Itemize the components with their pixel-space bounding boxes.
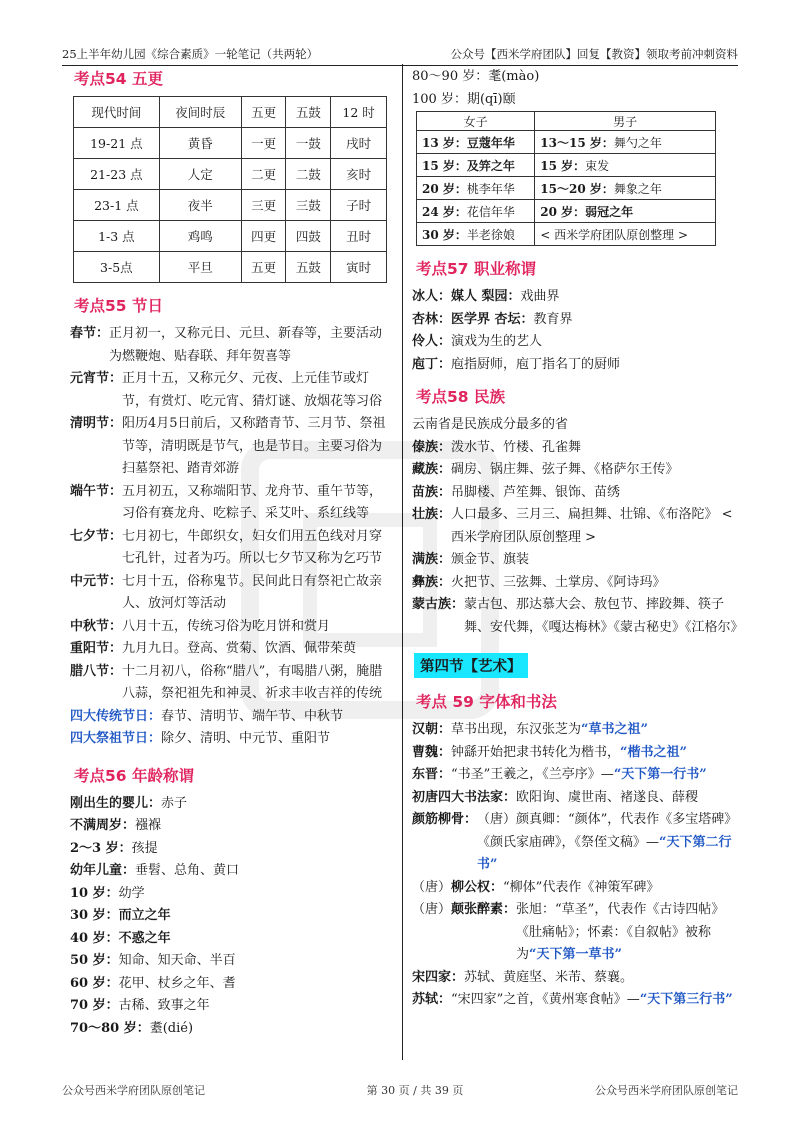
ct-label: 初唐四大书法家： xyxy=(412,789,517,805)
item-value: 泼水节、竹楼、孔雀舞 xyxy=(451,439,582,455)
female-cell xyxy=(417,223,535,246)
item-value-wrap xyxy=(451,459,737,482)
male-age: 15～20 岁： xyxy=(540,181,614,196)
male-title: 舞象之年 xyxy=(613,181,662,196)
page-number: 第 30 页 / 共 39 页 xyxy=(366,1084,464,1097)
item-value: 而立之年 xyxy=(118,908,171,923)
header-cell: 五鼓 xyxy=(286,97,331,128)
age-table-row xyxy=(417,177,716,200)
table-cell: 鸡鸣 xyxy=(159,221,241,252)
four-ancestor-label: 四大祭祖节日： xyxy=(70,731,162,746)
page-footer xyxy=(62,1082,738,1098)
header-cell: 12 时 xyxy=(331,97,387,128)
item-value-wrap xyxy=(122,413,390,481)
table-cell: 五鼓 xyxy=(286,252,331,283)
list-item xyxy=(412,331,737,354)
liu-gongquan xyxy=(412,877,737,900)
female-title: 豆蔻年华 xyxy=(466,135,515,150)
item-label: 10 岁： xyxy=(70,885,119,901)
age-80-90: 80～90 岁：耄(mào) xyxy=(412,69,540,84)
male-cell xyxy=(535,177,716,200)
dj-highlight: “天下第一行书” xyxy=(613,767,707,782)
item-label: 杏林： xyxy=(412,311,452,327)
list-item xyxy=(412,459,737,482)
item-value-wrap xyxy=(122,368,390,413)
item-value-wrap xyxy=(122,661,390,706)
header-cell: 五更 xyxy=(241,97,286,128)
list-item xyxy=(70,950,390,973)
han-highlight: “草书之祖” xyxy=(581,722,648,737)
item-value: 正月十五，又称元夕、元夜、上元佳节或灯节，有赏灯、吃元宵、猜灯谜、放烟花等习俗 xyxy=(122,371,383,409)
item-value-wrap xyxy=(451,309,737,332)
list-item xyxy=(412,504,737,549)
age-table-row xyxy=(417,131,716,154)
table-cell: 19-21 点 xyxy=(74,128,160,159)
list-item xyxy=(70,368,390,413)
list-item xyxy=(412,354,737,377)
age-header-cell: 男子 xyxy=(535,112,716,131)
list-item xyxy=(70,413,390,481)
table-cell: 23-1 点 xyxy=(74,190,160,221)
age-table-header xyxy=(417,112,716,131)
dian-zhang-zui-su xyxy=(412,899,737,967)
list-item xyxy=(70,661,390,706)
list-item xyxy=(412,482,737,505)
gender-age-table xyxy=(416,111,716,246)
item-label: 元宵节： xyxy=(70,371,123,386)
section-55-title: 考点55 节日 xyxy=(74,297,163,315)
item-value-wrap xyxy=(451,504,737,549)
item-value-wrap xyxy=(122,616,390,639)
table-cell: 平旦 xyxy=(159,252,241,283)
cao-highlight: “楷书之祖” xyxy=(620,744,687,760)
lg-label: 柳公权： xyxy=(451,879,504,895)
right-column xyxy=(412,66,744,1012)
female-cell xyxy=(417,131,535,154)
list-item xyxy=(412,594,744,639)
female-age: 30 岁： xyxy=(422,227,467,242)
item-value: 十二月初八，俗称“腊八”，有喝腊八粥，腌腊八蒜，祭祀祖先和神灵、祈求丰收吉祥的传统 xyxy=(122,663,383,701)
header-left: 25上半年幼儿园《综合素质》一轮笔记（共两轮） xyxy=(62,47,319,61)
item-value: 八月十五，传统习俗为吃月饼和赏月 xyxy=(122,618,331,634)
table-cell: 丑时 xyxy=(331,221,387,252)
age-header-cell: 女子 xyxy=(417,112,535,131)
item-value-wrap xyxy=(119,973,390,996)
festival-list xyxy=(70,323,390,706)
item-value-wrap xyxy=(451,437,737,460)
age-title-list xyxy=(70,793,390,1041)
female-age: 13 岁： xyxy=(422,135,467,150)
list-item xyxy=(70,815,390,838)
item-label: 重阳节： xyxy=(70,641,123,656)
item-value-wrap xyxy=(451,549,737,572)
table-cell: 1-3 点 xyxy=(74,221,160,252)
item-value: 庖指厨师，庖丁指名丁的厨师 xyxy=(451,356,621,372)
table-row xyxy=(74,221,387,252)
item-label: 中元节： xyxy=(70,573,123,589)
list-item xyxy=(70,860,390,883)
item-value: 火把节、三弦舞、土掌房、《阿诗玛》 xyxy=(451,574,666,590)
male-title: 弱冠之年 xyxy=(585,204,634,219)
lg-text: “柳体”代表作《神策军碑》 xyxy=(503,879,660,895)
list-item xyxy=(412,437,737,460)
four-ancestor-value: 除夕、清明、中元节、重阳节 xyxy=(161,731,331,746)
item-label: 清明节： xyxy=(70,416,123,431)
male-cell xyxy=(535,131,716,154)
table-cell: 夜半 xyxy=(159,190,241,221)
item-label: 满族： xyxy=(412,552,452,567)
female-cell xyxy=(417,200,535,223)
item-label: 2～3 岁： xyxy=(70,840,132,856)
profession-list xyxy=(412,286,737,376)
list-item xyxy=(70,481,390,526)
male-title: 束发 xyxy=(585,158,610,173)
ss-label: 苏轼： xyxy=(412,992,452,1007)
table-row xyxy=(74,159,387,190)
ethnic-intro: 云南省是民族成分最多的省 xyxy=(412,417,569,432)
item-value-wrap xyxy=(135,860,390,883)
page-header xyxy=(62,40,738,66)
item-value: 幼学 xyxy=(118,885,145,901)
dj-text: “书圣”王羲之，《兰亭序》— xyxy=(451,767,614,782)
table-cell: 三更 xyxy=(241,190,286,221)
item-label: 伶人： xyxy=(412,334,452,349)
list-item xyxy=(70,1018,390,1041)
item-label: 70～80 岁： xyxy=(70,1020,150,1036)
dz-label: 颠张醉素： xyxy=(451,902,517,917)
sj-label: 宋四家： xyxy=(412,969,465,985)
section-59-title: 考点 59 字体和书法 xyxy=(416,693,557,711)
item-extra-label: 媒人 梨园： xyxy=(451,289,521,304)
column-divider xyxy=(402,64,403,1060)
item-value-wrap xyxy=(132,838,390,861)
section-58-title: 考点58 民族 xyxy=(416,388,505,406)
item-value: 耋(dié) xyxy=(149,1020,194,1036)
female-title: 桃李年华 xyxy=(466,181,515,196)
item-value-wrap xyxy=(119,905,390,928)
table-cell: 寅时 xyxy=(331,252,387,283)
han-dynasty xyxy=(412,719,737,742)
item-value: 孩提 xyxy=(131,840,158,856)
table-cell: 四鼓 xyxy=(286,221,331,252)
male-age: 15 岁： xyxy=(540,158,586,173)
item-label: 冰人： xyxy=(412,289,452,304)
table-cell: 五更 xyxy=(241,252,286,283)
table-cell: 21-23 点 xyxy=(74,159,160,190)
female-cell xyxy=(417,177,535,200)
female-title: 半老徐娘 xyxy=(466,227,515,242)
table-cell: 子时 xyxy=(331,190,387,221)
item-value-wrap xyxy=(451,286,737,309)
section-57-title: 考点57 职业称谓 xyxy=(416,260,536,278)
list-item xyxy=(412,286,737,309)
list-item xyxy=(70,838,390,861)
item-label: 蒙古族： xyxy=(412,597,465,612)
footer-right: 公众号西米学府团队原创笔记 xyxy=(595,1084,738,1097)
calligraphy-list xyxy=(412,719,737,1012)
five-watch-table xyxy=(73,96,387,283)
han-label: 汉朝： xyxy=(412,722,452,737)
item-value-wrap xyxy=(122,571,390,616)
table-cell: 戌时 xyxy=(331,128,387,159)
item-value: 七月初七，牛郎织女，妇女们用五色线对月穿七孔针，过者为巧。所以七夕节又称为乞巧节 xyxy=(122,528,383,566)
item-value: 颁金节、旗装 xyxy=(451,552,530,567)
yan-jin-liu-gu xyxy=(412,809,737,877)
item-value: 正月初一，又称元日、元旦、新春等，主要活动为燃鞭炮、贴春联、拜年贺喜等 xyxy=(109,326,383,364)
item-value: 吊脚楼、芦笙舞、银饰、苗绣 xyxy=(451,484,621,500)
item-value: 人口最多、三月三、扁担舞、壮锦、《布洛陀》 < 西米学府团队原创整理 > xyxy=(451,507,733,545)
yj-highlight: “天下第二行书” xyxy=(477,834,732,872)
eastern-jin xyxy=(412,764,737,787)
item-extra-label: 医学界 杏坛： xyxy=(451,311,534,327)
item-value: 不惑之年 xyxy=(118,930,171,946)
lg-prefix: （唐） xyxy=(412,879,452,895)
dj-label: 东晋： xyxy=(412,767,452,782)
section-56-title: 考点56 年龄称谓 xyxy=(74,766,194,785)
male-cell xyxy=(535,200,716,223)
four-traditional-value: 春节、清明节、端午节、中秋节 xyxy=(161,708,344,724)
list-item xyxy=(70,616,390,639)
male-age: 20 岁： xyxy=(540,204,586,219)
item-label: 壮族： xyxy=(412,507,452,522)
item-value-wrap xyxy=(119,950,390,973)
table-cell: 一更 xyxy=(241,128,286,159)
list-item xyxy=(70,793,390,816)
item-value-wrap xyxy=(464,594,744,639)
table-cell: 三鼓 xyxy=(286,190,331,221)
item-value: 知命、知天命、半百 xyxy=(118,953,236,968)
ss-highlight: “天下第三行书” xyxy=(639,992,733,1007)
item-value-wrap xyxy=(122,526,390,571)
table-cell: 3-5点 xyxy=(74,252,160,283)
list-item xyxy=(70,526,390,571)
item-label: 30 岁： xyxy=(70,908,119,923)
header-cell: 夜间时辰 xyxy=(159,97,241,128)
item-value-wrap xyxy=(451,331,737,354)
list-item xyxy=(70,928,390,951)
item-label: 幼年儿童： xyxy=(70,863,136,878)
item-label: 端午节： xyxy=(70,483,123,499)
table-row xyxy=(74,252,387,283)
age-100: 100 岁：期(qī)颐 xyxy=(412,91,516,107)
female-age: 15 岁： xyxy=(422,158,467,173)
list-item xyxy=(70,973,390,996)
han-text: 草书出现，东汉张芝为 xyxy=(451,722,582,737)
table-row xyxy=(74,128,387,159)
song-four xyxy=(412,967,737,990)
item-label: 藏族： xyxy=(412,462,452,477)
item-label: 苗族： xyxy=(412,484,452,500)
list-item xyxy=(412,549,737,572)
item-label: 50 岁： xyxy=(70,953,119,968)
item-value: 垂髫、总角、黄口 xyxy=(135,863,240,878)
item-label: 40 岁： xyxy=(70,930,119,946)
dz-highlight: “天下第一草书” xyxy=(529,947,623,962)
item-label: 60 岁： xyxy=(70,975,119,991)
age-table-row xyxy=(417,223,716,246)
table-row xyxy=(74,190,387,221)
list-item xyxy=(70,323,390,368)
item-value: 七月十五，俗称鬼节。民间此日有祭祀亡故亲人、放河灯等活动 xyxy=(122,573,383,611)
item-extra-value: 教育界 xyxy=(533,311,573,327)
list-item xyxy=(412,309,737,332)
male-title: < 西米学府团队原创整理 > xyxy=(540,227,689,242)
female-title: 花信年华 xyxy=(466,204,515,219)
dz-prefix: （唐） xyxy=(412,902,452,917)
dz-text: 张旭：“草圣”，代表作《古诗四帖》《肚痛帖》；怀素：《自叙帖》被称为 xyxy=(516,902,725,962)
table-cell: 人定 xyxy=(159,159,241,190)
yj-text: （唐）颜真卿：“颜体”，代表作《多宝塔碑》《颜氏家庙碑》，《祭侄文稿》— xyxy=(477,812,731,850)
item-label: 中秋节： xyxy=(70,618,123,634)
table-cell: 亥时 xyxy=(331,159,387,190)
item-value-wrap xyxy=(109,323,390,368)
list-item xyxy=(412,572,737,595)
age-table-row xyxy=(417,200,716,223)
cao-label: 曹魏： xyxy=(412,744,452,760)
header-cell: 现代时间 xyxy=(74,97,160,128)
item-value-wrap xyxy=(135,815,390,838)
list-item xyxy=(70,883,390,906)
male-cell xyxy=(535,154,716,177)
early-tang-four xyxy=(412,787,737,810)
item-label: 不满周岁： xyxy=(70,818,136,833)
list-item xyxy=(70,638,390,661)
section-54-title: 考点54 五更 xyxy=(74,70,163,88)
item-value: 阳历4月5日前后，又称踏青节、三月节、祭祖节等，清明既是节气，也是节日。主要习俗为扫墓祭祀、踏青郊游 xyxy=(122,416,386,476)
female-age: 24 岁： xyxy=(422,204,467,219)
item-value: 五月初五，又称端阳节、龙舟节、重午节等，习俗有赛龙舟、吃粽子、采艾叶、系红线等 xyxy=(122,483,383,521)
male-cell xyxy=(535,223,716,246)
item-value: 古稀、致事之年 xyxy=(118,998,210,1013)
female-age: 20 岁： xyxy=(422,181,467,196)
yj-label: 颜筋柳骨： xyxy=(412,812,478,827)
cao-text: 钟繇开始把隶书转化为楷书， xyxy=(451,744,621,760)
item-label: 刚出生的婴儿： xyxy=(70,795,162,811)
item-label: 彝族： xyxy=(412,574,452,590)
item-label: 七夕节： xyxy=(70,528,123,544)
item-value: 赤子 xyxy=(161,795,188,811)
item-value-wrap xyxy=(122,481,390,526)
item-value-wrap xyxy=(119,995,390,1018)
table-cell: 二鼓 xyxy=(286,159,331,190)
item-label: 傣族： xyxy=(412,439,452,455)
item-value-wrap xyxy=(161,793,390,816)
female-cell xyxy=(417,154,535,177)
footer-left: 公众号西米学府团队原创笔记 xyxy=(62,1084,205,1097)
item-value-wrap xyxy=(119,883,390,906)
item-value-wrap xyxy=(119,928,390,951)
table-cell: 二更 xyxy=(241,159,286,190)
table-cell: 四更 xyxy=(241,221,286,252)
ethnic-list xyxy=(412,437,744,640)
item-value: 碉房、锅庄舞、弦子舞、《格萨尔王传》 xyxy=(451,462,679,477)
item-value-wrap xyxy=(451,482,737,505)
four-traditional-festivals xyxy=(70,706,390,729)
item-label: 腊八节： xyxy=(70,663,123,679)
ct-text: 欧阳询、虞世南、褚遂良、薛稷 xyxy=(516,789,699,805)
section-4-wrap xyxy=(412,653,737,679)
cao-wei xyxy=(412,742,737,765)
item-value: 演戏为生的艺人 xyxy=(451,334,543,349)
table-cell: 黄昏 xyxy=(159,128,241,159)
section-4-title: 第四节【艺术】 xyxy=(414,653,528,678)
list-item xyxy=(70,905,390,928)
table-cell: 一鼓 xyxy=(286,128,331,159)
item-label: 庖丁： xyxy=(412,356,452,372)
four-ancestor-festivals xyxy=(70,728,390,751)
header-right: 公众号【西米学府团队】回复【教资】领取考前冲刺资料 xyxy=(450,47,738,61)
su-shi xyxy=(412,989,737,1012)
sj-text: 苏轼、黄庭坚、米芾、蔡襄。 xyxy=(464,969,634,985)
item-label: 70 岁： xyxy=(70,998,119,1013)
item-value: 花甲、杖乡之年、耆 xyxy=(118,975,236,991)
item-extra-value: 戏曲界 xyxy=(520,289,560,304)
item-label: 春节： xyxy=(70,326,110,341)
item-value: 蒙古包、那达慕大会、敖包节、摔跤舞、筷子舞、安代舞，《嘎达梅林》《蒙古秘史》《江格尔》 xyxy=(464,597,744,635)
male-title: 舞勺之年 xyxy=(613,135,662,150)
left-column xyxy=(70,66,390,1040)
age-table-row xyxy=(417,154,716,177)
item-value-wrap xyxy=(451,572,737,595)
item-value-wrap xyxy=(122,638,390,661)
table-header-row xyxy=(74,97,387,128)
item-value: 襁褓 xyxy=(135,818,162,833)
item-value-wrap xyxy=(451,354,737,377)
item-value-wrap xyxy=(150,1018,390,1041)
four-traditional-label: 四大传统节日： xyxy=(70,708,162,724)
list-item xyxy=(70,995,390,1018)
item-value: 九月九日。登高、赏菊、饮酒、佩带茱萸 xyxy=(122,641,357,656)
list-item xyxy=(70,571,390,616)
male-age: 13～15 岁： xyxy=(540,135,614,150)
ss-text: “宋四家”之首，《黄州寒食帖》— xyxy=(451,992,640,1007)
female-title: 及笄之年 xyxy=(466,158,515,173)
